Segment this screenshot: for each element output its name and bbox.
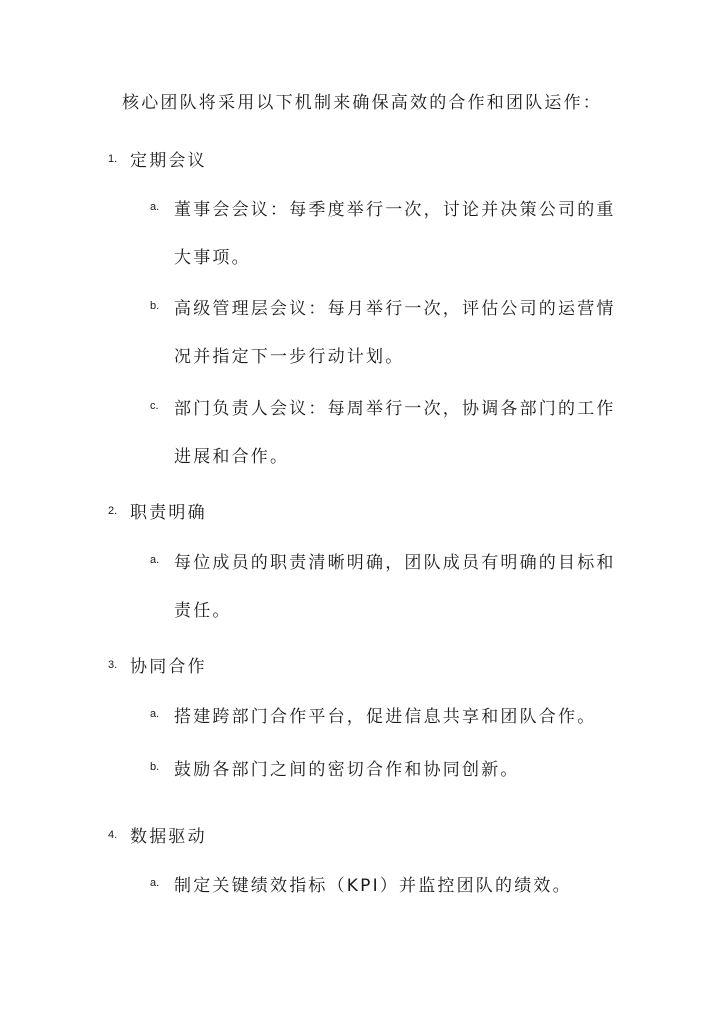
item-text: 制定关键绩效指标（KPI）并监控团队的绩效。 bbox=[174, 876, 572, 896]
item-text: 每位成员的职责清晰明确，团队成员有明确的目标和责任。 bbox=[174, 553, 616, 621]
section-number: 2. bbox=[108, 504, 118, 517]
item-marker: a. bbox=[150, 877, 160, 889]
list-item bbox=[150, 385, 620, 481]
section-number: 3. bbox=[108, 658, 118, 671]
section-number: 1. bbox=[108, 152, 118, 165]
item-marker: a. bbox=[150, 201, 160, 213]
section-heading bbox=[108, 652, 207, 677]
item-marker: b. bbox=[150, 300, 160, 312]
section-title: 职责明确 bbox=[130, 503, 207, 523]
item-text: 董事会会议：每季度举行一次，讨论并决策公司的重大事项。 bbox=[174, 200, 616, 268]
item-text: 搭建跨部门合作平台，促进信息共享和团队合作。 bbox=[174, 707, 597, 727]
item-text: 鼓励各部门之间的密切合作和协同创新。 bbox=[174, 760, 520, 780]
section-title: 协同合作 bbox=[130, 657, 207, 677]
section-heading bbox=[108, 146, 207, 171]
list-item bbox=[150, 186, 620, 282]
item-marker: a. bbox=[150, 554, 160, 566]
item-text: 高级管理层会议：每月举行一次，评估公司的运营情况并指定下一步行动计划。 bbox=[174, 299, 616, 367]
section-heading bbox=[108, 498, 207, 523]
list-item bbox=[150, 285, 620, 381]
item-marker: c. bbox=[150, 400, 159, 412]
list-item bbox=[150, 746, 620, 794]
item-marker: a. bbox=[150, 708, 160, 720]
list-item bbox=[150, 862, 620, 910]
item-text: 部门负责人会议：每周举行一次，协调各部门的工作进展和合作。 bbox=[174, 399, 616, 467]
item-marker: b. bbox=[150, 761, 160, 773]
section-title: 数据驱动 bbox=[130, 827, 207, 847]
list-item bbox=[150, 693, 620, 741]
section-title: 定期会议 bbox=[130, 151, 207, 171]
list-item bbox=[150, 539, 620, 635]
intro-paragraph: 核心团队将采用以下机制来确保高效的合作和团队运作： bbox=[122, 93, 602, 113]
section-heading bbox=[108, 822, 207, 847]
section-number: 4. bbox=[108, 828, 118, 841]
